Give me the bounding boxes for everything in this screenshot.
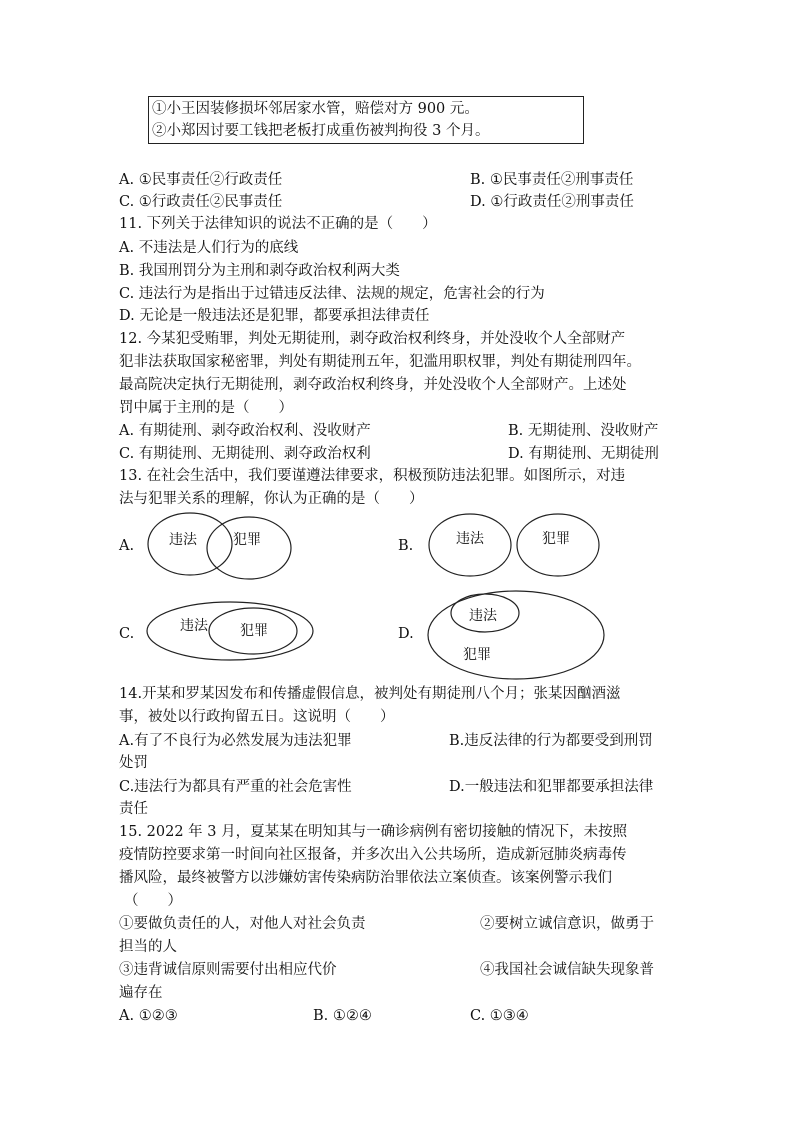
diagram-c-weifa-ellipse <box>147 602 313 660</box>
diagram-c <box>146 600 326 670</box>
diagram-a-fanzui-label: 犯罪 <box>233 532 261 548</box>
q15-statement-4: ④我国社会诚信缺失现象普 <box>480 962 654 978</box>
q15-statement-2-cont: 担当的人 <box>119 939 177 955</box>
q10-option-a: A. ①民事责任②行政责任 <box>119 172 283 188</box>
diagram-a-weifa-label: 违法 <box>169 532 197 548</box>
q14-option-b-cont: 处罚 <box>119 755 148 771</box>
diagram-b <box>427 512 607 586</box>
diagram-a <box>145 512 305 586</box>
diagram-d-fanzui-label: 犯罪 <box>463 647 491 663</box>
q12-stem-line-1: 12. 今某犯受贿罪，判处无期徒刑，剥夺政治权利终身，并处没收个人全部财产 <box>119 331 626 347</box>
diagram-b-fanzui-label: 犯罪 <box>542 531 570 547</box>
q12-stem-line-4: 罚中属于主刑的是（ ） <box>119 400 293 416</box>
q13-stem-line-1: 13. 在社会生活中，我们要谨遵法律要求，积极预防违法犯罪。如图所示，对违 <box>119 468 626 484</box>
diagram-b-weifa-label: 违法 <box>456 531 484 547</box>
q11-stem: 11. 下列关于法律知识的说法不正确的是（ ） <box>119 216 437 232</box>
q15-stem-line-2: 疫情防控要求第一时间向社区报备，并多次出入公共场所，造成新冠肺炎病毒传 <box>119 847 627 863</box>
q11-option-a: A. 不违法是人们行为的底线 <box>119 240 299 256</box>
diagram-d <box>427 589 609 685</box>
q10-option-b: B. ①民事责任②刑事责任 <box>470 172 634 188</box>
q15-option-c: C. ①③④ <box>470 1008 529 1024</box>
q15-statement-1: ①要做负责任的人，对他人对社会负责 <box>119 916 366 932</box>
q14-stem-line-2: 事，被处以行政拘留五日。这说明（ ） <box>119 709 395 725</box>
q14-stem-line-1: 14.开某和罗某因发布和传播虚假信息，被判处有期徒刑八个月；张某因酗酒滋 <box>119 686 621 702</box>
q15-statement-2: ②要树立诚信意识，做勇于 <box>480 916 654 932</box>
q13-option-d-label: D. <box>398 626 414 642</box>
q11-option-c: C. 违法行为是指出于过错违反法律、法规的规定，危害社会的行为 <box>119 286 545 302</box>
case-box <box>148 96 584 144</box>
q12-option-b: B. 无期徒刑、没收财产 <box>508 423 659 439</box>
q12-option-c: C. 有期徒刑、无期徒刑、剥夺政治权利 <box>119 446 371 462</box>
q12-option-a: A. 有期徒刑、剥夺政治权利、没收财产 <box>119 423 371 439</box>
diagram-a-fanzui-ellipse <box>207 517 291 579</box>
q11-option-d: D. 无论是一般违法还是犯罪，都要承担法律责任 <box>119 308 430 324</box>
q15-stem-line-4: （ ） <box>124 893 182 909</box>
q14-option-a: A.有了不良行为必然发展为违法犯罪 <box>119 733 352 749</box>
q15-statement-4-cont: 遍存在 <box>119 985 163 1001</box>
q10-option-c: C. ①行政责任②民事责任 <box>119 194 283 210</box>
q15-stem-line-1: 15. 2022 年 3 月，夏某某在明知其与一确诊病例有密切接触的情况下，未按照 <box>119 824 628 840</box>
q13-option-b-label: B. <box>398 538 414 554</box>
q15-stem-line-3: 播风险，最终被警方以涉嫌妨害传染病防治罪依法立案侦查。该案例警示我们 <box>119 870 612 886</box>
q14-option-b: B.违反法律的行为都要受到刑罚 <box>449 733 653 749</box>
q15-option-b: B. ①②④ <box>313 1008 372 1024</box>
q12-option-d: D. 有期徒刑、无期徒刑 <box>508 446 659 462</box>
q14-option-d: D.一般违法和犯罪都要承担法律 <box>449 779 654 795</box>
q11-option-b: B. 我国刑罚分为主刑和剥夺政治权利两大类 <box>119 263 400 279</box>
q15-statement-3: ③违背诚信原则需要付出相应代价 <box>119 962 337 978</box>
q10-option-d: D. ①行政责任②刑事责任 <box>470 194 634 210</box>
diagram-c-weifa-label: 违法 <box>180 618 208 634</box>
case-line-1: ①小王因装修损坏邻居家水管，赔偿对方 900 元。 <box>152 101 479 117</box>
diagram-d-weifa-label: 违法 <box>469 608 497 624</box>
diagram-c-fanzui-label: 犯罪 <box>240 623 268 639</box>
q13-option-a-label: A. <box>119 538 135 554</box>
q14-option-d-cont: 责任 <box>119 801 148 817</box>
q15-option-a: A. ①②③ <box>119 1008 178 1024</box>
case-line-2: ②小郑因讨要工钱把老板打成重伤被判拘役 3 个月。 <box>152 123 490 139</box>
q14-option-c: C.违法行为都具有严重的社会危害性 <box>119 779 352 795</box>
q13-stem-line-2: 法与犯罪关系的理解，你认为正确的是（ ） <box>119 491 424 507</box>
q12-stem-line-3: 最高院决定执行无期徒刑，剥夺政治权利终身，并处没收个人全部财产。上述处 <box>119 377 627 393</box>
q12-stem-line-2: 犯非法获取国家秘密罪，判处有期徒刑五年，犯滥用职权罪，判处有期徒刑四年。 <box>119 354 641 370</box>
q13-option-c-label: C. <box>119 626 135 642</box>
